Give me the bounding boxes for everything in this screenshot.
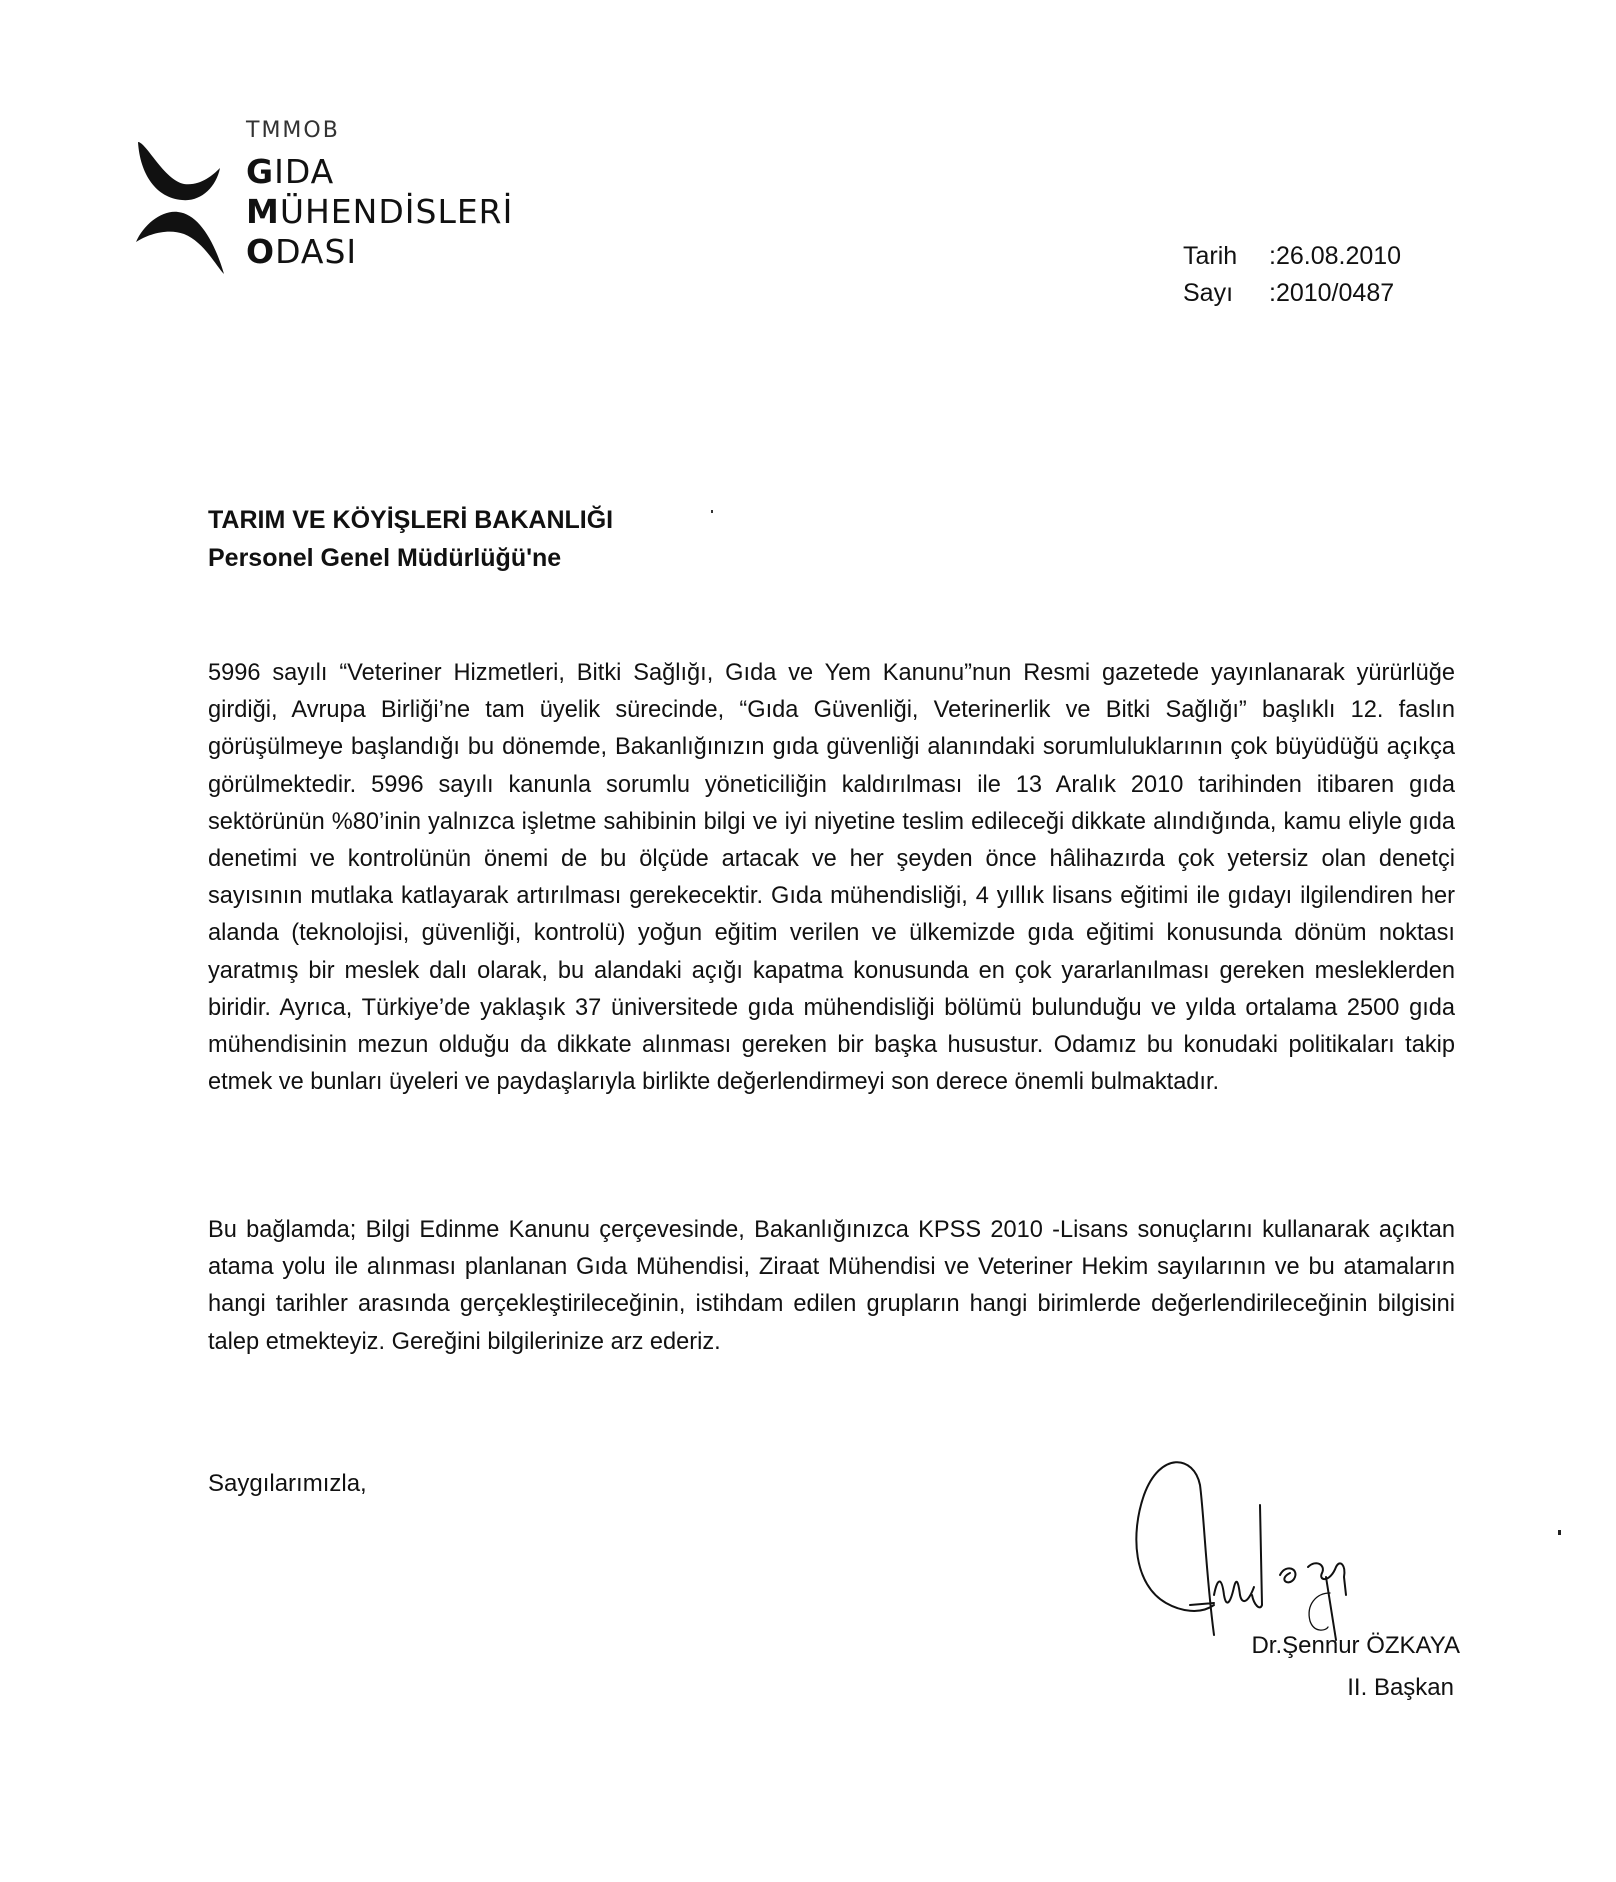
date-value: :26.08.2010 [1269,242,1402,270]
handwritten-signature-icon [1130,1455,1430,1655]
crescent-pair-logo-icon [134,140,226,280]
addressee-department: Personel Genel Müdürlüğü'ne [208,544,562,572]
signatory-title: II. Başkan [1347,1674,1454,1701]
reference-number [1183,279,1394,308]
reference-date [1183,242,1401,271]
org-name-line-2-initial: M [246,192,280,231]
org-prefix: TMMOB [246,118,340,143]
date-label: Tarih [1183,242,1238,270]
body-paragraph-1: 5996 sayılı “Veteriner Hizmetleri, Bitki Sağlığı, Gıda ve Yem Kanunu”nun Resmi gazetede yayınlanarak yürürlüğe girdiği, Avrupa Birliği’ne tam üyelik sürecinde, “Gıda Güvenliği, Veterinerlik ve Bitki Sağlığı” başlıklı 12. faslın görüşülmeye başlandığı bu dönemde, Bakanlığınızın gıda güvenliği alanındaki sorumluluklarının çok büyüdüğü açıkça görülmektedir. 5996 sayılı kanunla sorumlu yöneticiliğin kaldırılması ile 13 Aralık 2010 tarihinden itibaren gıda sektörünün %80’inin yalnızca işletme sahibinin bilgi ve iyi niyetine teslim edileceği dikkate alındığında, kamu eliyle gıda denetimi ve kontrolünün önemi de bu ölçüde artacak ve her şeyden önce hâlihazırda çok yetersiz olan denetçi sayısının mutlaka katlayarak artırılması gerekecektir. Gıda mühendisliği, 4 yıllık lisans eğitimi ile gıdayı ilgilendiren her alanda (teknolojisi, güvenliği, kontrolü) yoğun eğitim verilen ve ülkemizde gıda eğitimi konusunda dönüm noktası yaratmış bir meslek dalı olarak, bu alandaki açığı kapatma konusunda en çok yararlanılması gereken mesleklerden biridir. Ayrıca, Türkiye’de yaklaşık 37 üniversitede gıda mühendisliği bölümü bulunduğu ve yılda ortalama 2500 gıda mühendisinin mezun olduğu da dikkate alınması gereken bir başka husustur. Odamız bu konudaki politikaları takip etmek ve bunları üyeleri ve paydaşlarıyla birlikte değerlendirmeyi son derece önemli bulmaktadır. [208,660,1455,1096]
org-name-line-2-rest: ÜHENDİSLERİ [279,192,514,231]
org-name-line-2 [246,192,513,231]
closing-salutation: Saygılarımızla, [208,1470,367,1497]
addressee-ministry: TARIM VE KÖYİŞLERİ BAKANLIĞI [208,506,614,534]
body-paragraph-2: Bu bağlamda; Bilgi Edinme Kanunu çerçevesinde, Bakanlığınızca KPSS 2010 -Lisans sonuçlarını kullanarak açıktan atama yolu ile alınması planlanan Gıda Mühendisi, Ziraat Mühendisi ve Veteriner Hekim sayılarının ve bu atamaların hangi tarihler arasında gerçekleştirileceğinin, istihdam edilen grupların hangi birimlerde değerlendirileceğinin bilgisini talep etmekteyiz. Gereğini bilgilerinize arz ederiz. [208,1217,1455,1355]
number-label: Sayı [1183,279,1234,307]
org-name-line-3-rest: DASI [275,232,358,271]
org-name-line-3 [246,232,357,271]
org-name-line-1-initial: G [246,152,275,191]
signatory-name: Dr.Şennur ÖZKAYA [1251,1632,1460,1659]
org-name-line-1-rest: IDA [274,152,335,191]
org-name-line-1 [246,152,334,191]
org-name-line-3-initial: O [246,232,276,271]
number-value: :2010/0487 [1269,279,1395,307]
scan-speck [1558,1530,1561,1535]
scan-speck [711,510,713,513]
